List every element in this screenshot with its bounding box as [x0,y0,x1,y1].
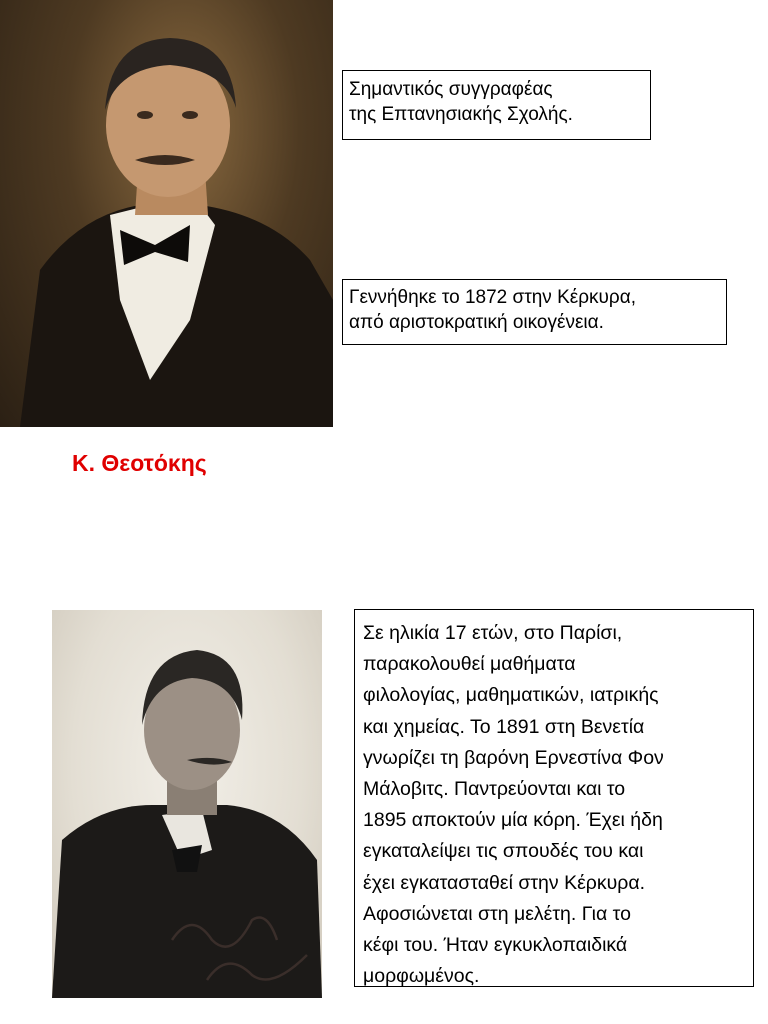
biography-line: έχει εγκατασταθεί στην Κέρκυρα. [363,871,646,894]
top-info-line-1: Σημαντικός συγγραφέας [349,79,553,100]
birth-info-line-2: από αριστοκρατική οικογένεια. [349,311,604,333]
biography-line: και χημείας. Το 1891 στη Βενετία [363,715,645,738]
biography-line: παρακολουθεί μαθήματα [363,653,576,676]
biography-line: Μάλοβιτς. Παντρεύονται και το [363,777,626,800]
biography-line: 1895 αποκτούν μία κόρη. Έχει ήδη [363,809,663,832]
biography-line: εγκαταλείψει τις σπουδές του και [363,840,644,863]
biography-line: κέφι του. Ήταν εγκυκλοπαιδικά [363,933,628,956]
biography-box [354,609,754,987]
biography-line: γνωρίζει τη βαρόνη Ερνεστίνα Φον [363,746,664,769]
portrait-caption: Κ. Θεοτόκης [72,450,207,476]
biography-line: Αφοσιώνεται στη μελέτη. Για το [363,902,631,925]
biography-line: μορφωμένος. [363,965,480,988]
top-info-line-2: της Επτανησιακής Σχολής. [349,103,573,125]
birth-info-line-1: Γεννήθηκε το 1872 στην Κέρκυρα, [349,287,637,308]
portrait-painting [0,0,333,427]
top-info-box [342,70,651,140]
biography-line: Σε ηλικία 17 ετών, στο Παρίσι, [363,622,623,644]
portrait-photo [52,610,322,998]
biography-line: φιλολογίας, μαθηματικών, ιατρικής [363,684,659,707]
birth-info-box [342,279,727,345]
